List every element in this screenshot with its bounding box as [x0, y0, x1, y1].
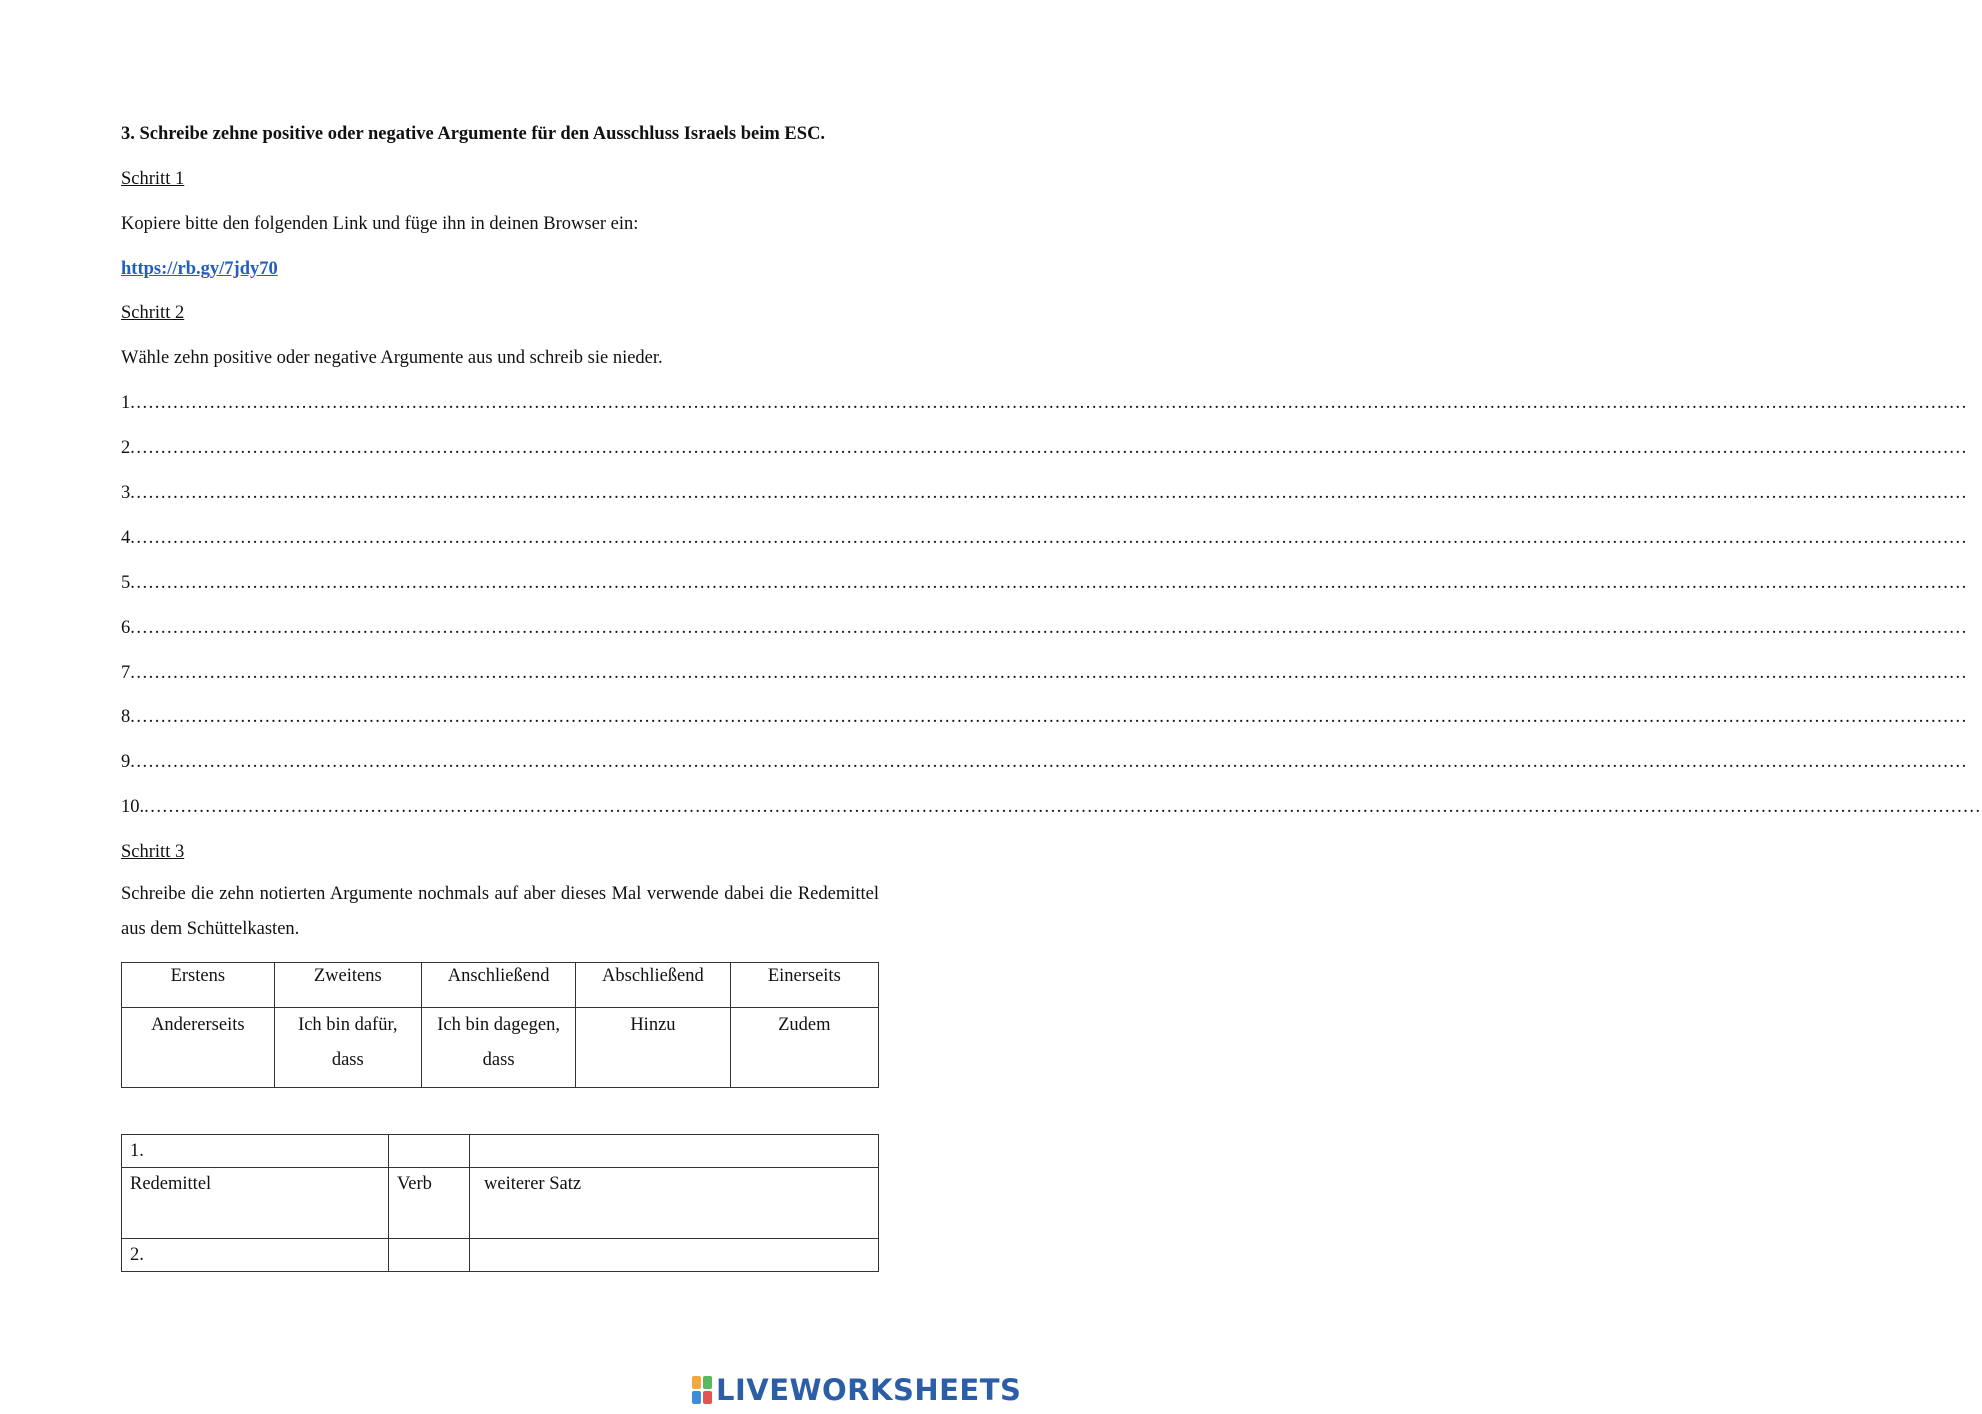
step3-instruction: Schreibe die zehn notierten Argumente nochmals auf aber dieses Mal verwende dabei die Redemittel aus dem Schüttelkasten. — [121, 884, 879, 939]
word-box-table — [121, 962, 879, 1088]
word-box-cell: Einerseits — [730, 963, 878, 1008]
answer-line[interactable] — [121, 751, 1968, 773]
sentence-number-cell: 2. — [122, 1239, 389, 1272]
answer-line-number: 1 — [121, 393, 131, 413]
answer-line-dots[interactable]: ............................................................................................................................................................................................................................................................................................................ — [130, 393, 1968, 413]
answer-line[interactable] — [121, 617, 1968, 639]
step2-heading: Schritt 2 — [121, 303, 185, 323]
answer-line[interactable] — [121, 796, 1982, 818]
answer-line-dots[interactable]: ............................................................................................................................................................................................................................................................................................................ — [130, 618, 1968, 638]
answer-line-number: 9 — [121, 752, 131, 772]
answer-line-dots[interactable]: ............................................................................................................................................................................................................................................................................................................ — [130, 528, 1968, 548]
header-redemittel: Redemittel — [122, 1168, 389, 1239]
answer-line-number: 10. — [121, 797, 145, 817]
word-box-cell: Erstens — [122, 963, 275, 1008]
header-verb: Verb — [389, 1168, 470, 1239]
sentence-table — [121, 1134, 879, 1272]
word-box-cell: Ich bin dagegen, dass — [421, 1008, 575, 1088]
word-box-cell: Zweitens — [274, 963, 421, 1008]
answer-line-dots[interactable]: ............................................................................................................................................................................................................................................................................................................ — [130, 573, 1968, 593]
word-box-cell: Hinzu — [576, 1008, 730, 1088]
answer-line-dots[interactable]: ............................................................................................................................................................................................................................................................................................................ — [130, 483, 1968, 503]
answer-line-dots[interactable]: ............................................................................................................................................................................................................................................................................................................ — [144, 797, 1982, 817]
answer-line-dots[interactable]: ............................................................................................................................................................................................................................................................................................................ — [130, 707, 1968, 727]
answer-line-number: 7 — [121, 663, 131, 683]
sentence-input-cell[interactable] — [470, 1239, 879, 1272]
word-box-cell: Abschließend — [576, 963, 730, 1008]
word-box-cell: Anschließend — [421, 963, 575, 1008]
step1-heading: Schritt 1 — [121, 169, 185, 189]
answer-line[interactable] — [121, 527, 1968, 549]
answer-line-dots[interactable]: ............................................................................................................................................................................................................................................................................................................ — [130, 663, 1968, 683]
sentence-input-cell[interactable] — [389, 1239, 470, 1272]
answer-line-dots[interactable]: ............................................................................................................................................................................................................................................................................................................ — [130, 438, 1968, 458]
word-box-cell: Andererseits — [122, 1008, 275, 1088]
liveworksheets-logo-icon — [692, 1376, 712, 1404]
sentence-input-cell[interactable] — [470, 1135, 879, 1168]
answer-line-number: 3 — [121, 483, 131, 503]
step2-instruction: Wähle zehn positive oder negative Argumente aus und schreib sie nieder. — [121, 348, 663, 368]
liveworksheets-logo — [692, 1372, 1021, 1408]
sentence-input-cell[interactable] — [389, 1135, 470, 1168]
answer-line[interactable] — [121, 482, 1968, 504]
answer-line[interactable] — [121, 437, 1968, 459]
answer-line[interactable] — [121, 706, 1968, 728]
answer-line-number: 2 — [121, 438, 131, 458]
brand-name: LIVEWORKSHEETS — [716, 1373, 1022, 1407]
resource-link[interactable]: https://rb.gy/7jdy70 — [121, 259, 278, 279]
answer-line[interactable] — [121, 392, 1968, 414]
word-box-cell: Zudem — [730, 1008, 878, 1088]
header-weiterer-satz: weiterer Satz — [470, 1168, 879, 1239]
task-title: 3. Schreibe zehne positive oder negative Argumente für den Ausschluss Israels beim ESC. — [121, 124, 826, 144]
answer-line-number: 4 — [121, 528, 131, 548]
answer-line-number: 6 — [121, 618, 131, 638]
answer-line-number: 8 — [121, 707, 131, 727]
sentence-number-cell: 1. — [122, 1135, 389, 1168]
answer-line[interactable] — [121, 662, 1968, 684]
answer-line[interactable] — [121, 572, 1968, 594]
word-box-cell: Ich bin dafür, dass — [274, 1008, 421, 1088]
step1-instruction: Kopiere bitte den folgenden Link und füge ihn in deinen Browser ein: — [121, 214, 639, 234]
answer-line-dots[interactable]: ............................................................................................................................................................................................................................................................................................................ — [130, 752, 1968, 772]
answer-line-number: 5 — [121, 573, 131, 593]
step3-heading: Schritt 3 — [121, 842, 185, 862]
